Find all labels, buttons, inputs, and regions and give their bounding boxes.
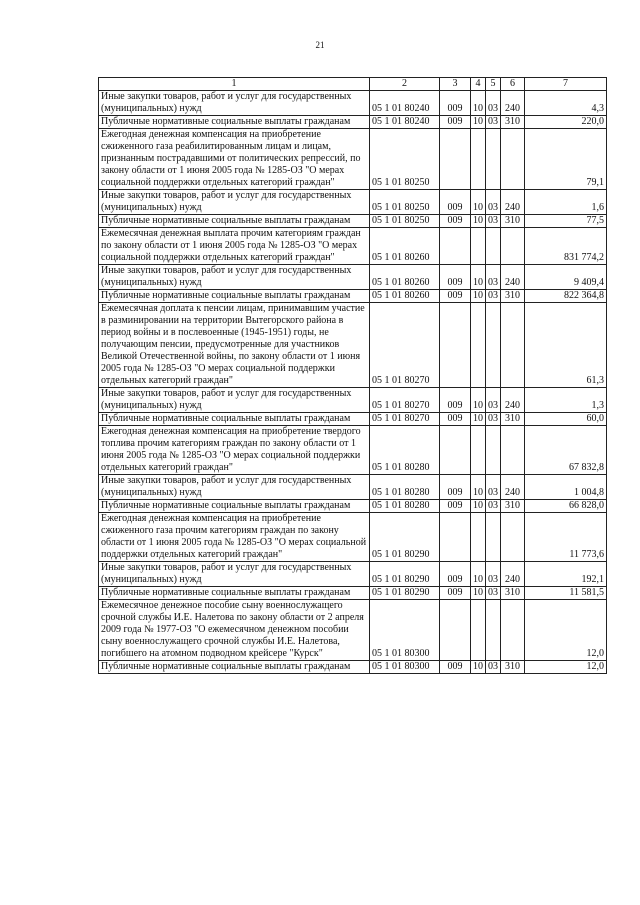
- row-col6: [501, 303, 525, 388]
- row-col3: 009: [440, 587, 471, 600]
- row-col5: 03: [486, 388, 501, 413]
- row-col3: [440, 303, 471, 388]
- header-row: [99, 78, 607, 91]
- row-name: Иные закупки товаров, работ и услуг для государственных (муниципальных) нужд: [99, 388, 370, 413]
- row-col6: 310: [501, 661, 525, 674]
- row-col6: 310: [501, 290, 525, 303]
- row-col6: 240: [501, 91, 525, 116]
- row-name: Публичные нормативные социальные выплаты гражданам: [99, 661, 370, 674]
- table-row: [99, 129, 607, 190]
- row-col3: 009: [440, 116, 471, 129]
- row-col5: 03: [486, 215, 501, 228]
- row-name: Ежемесячная денежная выплата прочим категориям граждан по закону области от 1 июня 2005 года № 1285-ОЗ "О мерах социальной поддержки отдельных категорий граждан": [99, 228, 370, 265]
- row-col4: 10: [471, 562, 486, 587]
- row-code: 05 1 01 80270: [370, 413, 440, 426]
- column-header: 6: [501, 78, 525, 91]
- row-col4: [471, 129, 486, 190]
- row-col6: [501, 228, 525, 265]
- row-code: 05 1 01 80260: [370, 228, 440, 265]
- row-col4: 10: [471, 587, 486, 600]
- page-number: 21: [315, 40, 325, 50]
- row-code: 05 1 01 80290: [370, 587, 440, 600]
- row-col6: 310: [501, 116, 525, 129]
- row-col6: 310: [501, 587, 525, 600]
- row-amount: 1 004,8: [525, 475, 607, 500]
- budget-table: [98, 77, 607, 674]
- row-col3: 009: [440, 91, 471, 116]
- row-col5: 03: [486, 661, 501, 674]
- table-row: [99, 290, 607, 303]
- row-col4: [471, 513, 486, 562]
- table-row: [99, 215, 607, 228]
- row-code: 05 1 01 80280: [370, 475, 440, 500]
- row-code: 05 1 01 80270: [370, 388, 440, 413]
- row-col3: [440, 228, 471, 265]
- column-header: 5: [486, 78, 501, 91]
- row-code: 05 1 01 80270: [370, 303, 440, 388]
- row-col4: 10: [471, 475, 486, 500]
- row-code: 05 1 01 80250: [370, 190, 440, 215]
- table-row: [99, 413, 607, 426]
- row-amount: 61,3: [525, 303, 607, 388]
- row-col6: 240: [501, 562, 525, 587]
- row-name: Ежемесячная доплата к пенсии лицам, принимавшим участие в разминировании на территории Вытегорского района в период войны и в послевоенные (1945-1951) годы, не получающим пенсии, предусмотренные для участников Великой Отечественной войны, по закону области от 1 июня 2005 года № 1285-ОЗ "О мерах социальной поддержки отдельных категорий граждан": [99, 303, 370, 388]
- row-col5: 03: [486, 190, 501, 215]
- row-col6: 310: [501, 215, 525, 228]
- row-name: Ежемесячное денежное пособие сыну военнослужащего срочной службы И.Е. Налетова по закону области от 2 апреля 2009 года № 1977-ОЗ "О ежемесячном денежном пособии сыну военнослужащего срочной службы И.Е. Налетова, погибшего на атомном подводном крейсере "Курск": [99, 600, 370, 661]
- row-amount: 1,6: [525, 190, 607, 215]
- row-col5: [486, 303, 501, 388]
- table-row: [99, 562, 607, 587]
- row-name: Публичные нормативные социальные выплаты гражданам: [99, 215, 370, 228]
- table-row: [99, 303, 607, 388]
- row-name: Ежегодная денежная компенсация на приобретение твердого топлива прочим категориям граждан по закону области от 1 июня 2005 года № 1285-ОЗ "О мерах социальной поддержки отдельных категорий граждан": [99, 426, 370, 475]
- row-name: Публичные нормативные социальные выплаты гражданам: [99, 116, 370, 129]
- row-col5: 03: [486, 91, 501, 116]
- row-amount: 60,0: [525, 413, 607, 426]
- row-col5: [486, 600, 501, 661]
- row-name: Иные закупки товаров, работ и услуг для государственных (муниципальных) нужд: [99, 475, 370, 500]
- row-col5: 03: [486, 413, 501, 426]
- row-col4: [471, 228, 486, 265]
- row-name: Иные закупки товаров, работ и услуг для государственных (муниципальных) нужд: [99, 91, 370, 116]
- row-col5: 03: [486, 290, 501, 303]
- row-col3: [440, 129, 471, 190]
- row-col3: 009: [440, 500, 471, 513]
- row-col6: [501, 129, 525, 190]
- row-code: 05 1 01 80300: [370, 600, 440, 661]
- row-col6: 240: [501, 265, 525, 290]
- row-col3: [440, 600, 471, 661]
- row-col4: [471, 600, 486, 661]
- row-code: 05 1 01 80280: [370, 426, 440, 475]
- row-amount: 67 832,8: [525, 426, 607, 475]
- row-code: 05 1 01 80250: [370, 129, 440, 190]
- row-col4: 10: [471, 265, 486, 290]
- row-col6: [501, 600, 525, 661]
- row-code: 05 1 01 80250: [370, 215, 440, 228]
- row-amount: 11 773,6: [525, 513, 607, 562]
- row-amount: 12,0: [525, 600, 607, 661]
- row-name: Иные закупки товаров, работ и услуг для государственных (муниципальных) нужд: [99, 265, 370, 290]
- column-header: 7: [525, 78, 607, 91]
- row-col4: 10: [471, 116, 486, 129]
- row-col6: 240: [501, 475, 525, 500]
- row-name: Иные закупки товаров, работ и услуг для государственных (муниципальных) нужд: [99, 562, 370, 587]
- row-col5: [486, 513, 501, 562]
- column-header: 2: [370, 78, 440, 91]
- table-row: [99, 661, 607, 674]
- table-row: [99, 265, 607, 290]
- row-amount: 12,0: [525, 661, 607, 674]
- row-code: 05 1 01 80240: [370, 91, 440, 116]
- column-header: 4: [471, 78, 486, 91]
- row-name: Ежегодная денежная компенсация на приобретение сжиженного газа реабилитированным лицам и лицам, признанным пострадавшими от политических репрессий, по закону области от 1 июня 2005 года № 1285-ОЗ "О мерах социальной поддержки отдельных категорий граждан": [99, 129, 370, 190]
- row-col4: 10: [471, 290, 486, 303]
- row-col4: 10: [471, 413, 486, 426]
- row-name: Иные закупки товаров, работ и услуг для государственных (муниципальных) нужд: [99, 190, 370, 215]
- row-col4: [471, 426, 486, 475]
- row-code: 05 1 01 80290: [370, 513, 440, 562]
- row-amount: 831 774,2: [525, 228, 607, 265]
- row-col5: [486, 228, 501, 265]
- row-amount: 66 828,0: [525, 500, 607, 513]
- row-col5: 03: [486, 562, 501, 587]
- row-col6: 310: [501, 500, 525, 513]
- row-col3: [440, 426, 471, 475]
- table-row: [99, 116, 607, 129]
- row-col5: [486, 426, 501, 475]
- row-col3: 009: [440, 265, 471, 290]
- row-amount: 192,1: [525, 562, 607, 587]
- row-col5: [486, 129, 501, 190]
- row-amount: 4,3: [525, 91, 607, 116]
- row-col6: 240: [501, 190, 525, 215]
- table-row: [99, 190, 607, 215]
- table-row: [99, 500, 607, 513]
- row-col5: 03: [486, 587, 501, 600]
- table-row: [99, 475, 607, 500]
- row-name: Публичные нормативные социальные выплаты гражданам: [99, 500, 370, 513]
- row-amount: 77,5: [525, 215, 607, 228]
- table-row: [99, 388, 607, 413]
- row-code: 05 1 01 80240: [370, 116, 440, 129]
- row-col5: 03: [486, 116, 501, 129]
- row-col3: 009: [440, 290, 471, 303]
- row-col6: 310: [501, 413, 525, 426]
- row-col3: [440, 513, 471, 562]
- table-row: [99, 600, 607, 661]
- row-amount: 9 409,4: [525, 265, 607, 290]
- row-col3: 009: [440, 562, 471, 587]
- row-amount: 220,0: [525, 116, 607, 129]
- row-col5: 03: [486, 500, 501, 513]
- row-code: 05 1 01 80300: [370, 661, 440, 674]
- table-row: [99, 228, 607, 265]
- table-row: [99, 426, 607, 475]
- row-col4: 10: [471, 388, 486, 413]
- row-name: Публичные нормативные социальные выплаты гражданам: [99, 587, 370, 600]
- row-amount: 11 581,5: [525, 587, 607, 600]
- column-header: 1: [99, 78, 370, 91]
- row-name: Публичные нормативные социальные выплаты гражданам: [99, 413, 370, 426]
- row-col6: [501, 426, 525, 475]
- row-code: 05 1 01 80260: [370, 265, 440, 290]
- row-code: 05 1 01 80260: [370, 290, 440, 303]
- row-col3: 009: [440, 215, 471, 228]
- row-name: Ежегодная денежная компенсация на приобретение сжиженного газа прочим категориям граждан по закону области от 1 июня 2005 года № 1285-ОЗ "О мерах социальной поддержки отдельных категорий граждан": [99, 513, 370, 562]
- row-col3: 009: [440, 661, 471, 674]
- row-amount: 79,1: [525, 129, 607, 190]
- row-col4: 10: [471, 661, 486, 674]
- row-amount: 1,3: [525, 388, 607, 413]
- row-amount: 822 364,8: [525, 290, 607, 303]
- row-name: Публичные нормативные социальные выплаты гражданам: [99, 290, 370, 303]
- row-code: 05 1 01 80280: [370, 500, 440, 513]
- row-col4: 10: [471, 190, 486, 215]
- column-header: 3: [440, 78, 471, 91]
- row-col3: 009: [440, 190, 471, 215]
- row-col3: 009: [440, 388, 471, 413]
- row-col3: 009: [440, 413, 471, 426]
- row-col4: 10: [471, 91, 486, 116]
- row-col4: 10: [471, 215, 486, 228]
- row-col5: 03: [486, 265, 501, 290]
- row-code: 05 1 01 80290: [370, 562, 440, 587]
- table-row: [99, 587, 607, 600]
- row-col6: 240: [501, 388, 525, 413]
- row-col3: 009: [440, 475, 471, 500]
- row-col4: [471, 303, 486, 388]
- row-col6: [501, 513, 525, 562]
- row-col4: 10: [471, 500, 486, 513]
- table-row: [99, 91, 607, 116]
- row-col5: 03: [486, 475, 501, 500]
- table-row: [99, 513, 607, 562]
